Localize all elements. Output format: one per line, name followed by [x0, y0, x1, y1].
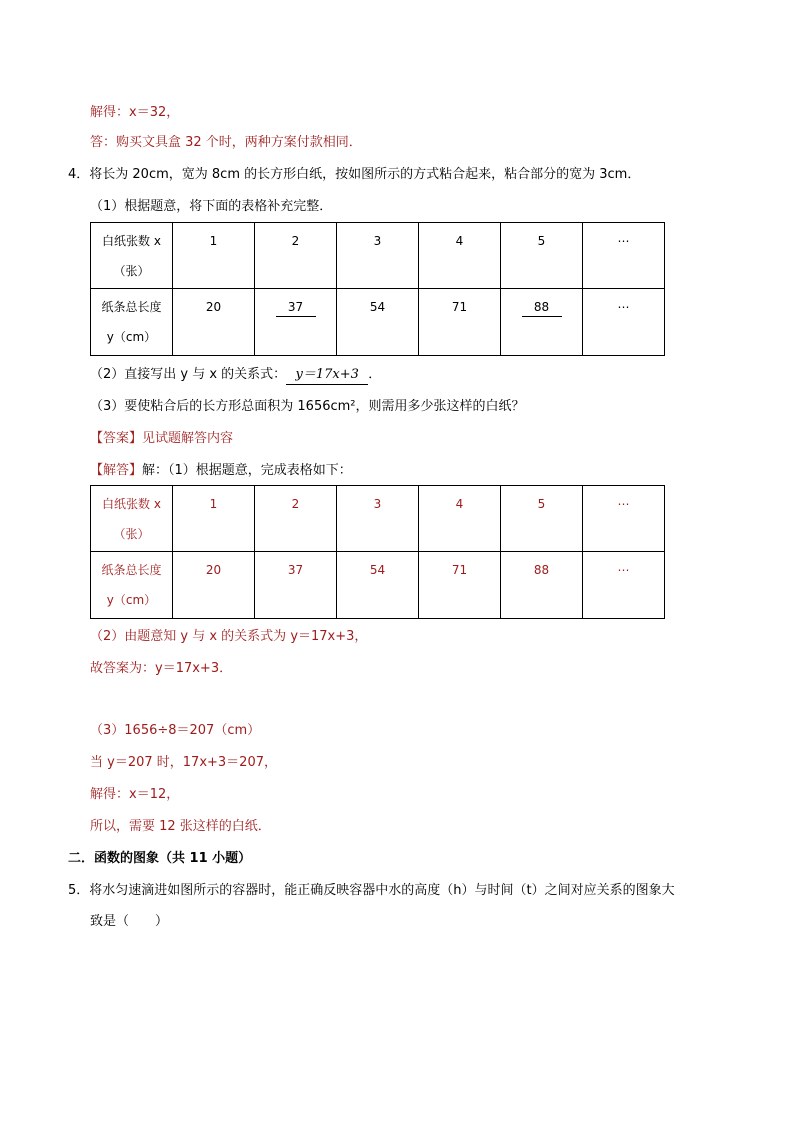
label-part: （张）: [113, 264, 150, 278]
label-part: y（cm）: [106, 593, 157, 607]
table-cell: 54: [337, 289, 419, 356]
table-cell: 88: [501, 552, 583, 619]
label-part: 纸条总长度: [101, 563, 162, 577]
prev-solve-text: 解得：x＝32，: [90, 105, 180, 120]
table-cell: [255, 289, 337, 356]
solution-intro-line: [90, 462, 352, 480]
q5-stem-line2: 致是（ ）: [90, 914, 169, 929]
q4-table-x-label: [91, 223, 173, 289]
solution-table-y-label: [91, 552, 173, 619]
prev-answer-line: [90, 134, 362, 152]
q4-part2-prefix: （2）直接写出 y 与 x 的关系式：: [90, 367, 287, 382]
q4-stem-line: [68, 166, 640, 184]
table-cell: ⋯: [583, 223, 665, 289]
q4-table-y-label: [91, 289, 173, 356]
q4-part2: [90, 366, 381, 385]
q4-table: [90, 222, 665, 356]
answer-line: [90, 430, 233, 448]
label-part: 白纸张数 x: [102, 497, 161, 511]
table-cell: 4: [419, 223, 501, 289]
table-cell: 5: [501, 486, 583, 552]
table-cell: 2: [255, 223, 337, 289]
solution-table: [90, 485, 665, 619]
answer-tag: 【答案】: [90, 431, 143, 446]
table-cell: 20: [173, 289, 255, 356]
table-cell: 3: [337, 486, 419, 552]
solution-3-line3: 解得：x＝12，: [90, 787, 180, 802]
table-cell: 71: [419, 552, 501, 619]
table-cell: 4: [419, 486, 501, 552]
q4-table-row-x: [91, 223, 665, 289]
label-part: 纸条总长度: [101, 300, 162, 314]
solution-3-line1: （3）1656÷8＝207（cm）: [90, 723, 261, 738]
solution-3-line2: 当 y＝207 时，17x+3＝207，: [90, 755, 277, 770]
q4-part2-suffix: ．: [368, 367, 382, 382]
q5-stem-1: 将水匀速滴进如图所示的容器时，能正确反映容器中水的高度（h）与时间（t）之间对应关系的图象大: [89, 883, 675, 898]
label-part: 白纸张数 x: [102, 234, 161, 248]
table-cell: 1: [173, 223, 255, 289]
solution-3-line4: 所以，需要 12 张这样的白纸．: [90, 819, 271, 834]
table-cell: 5: [501, 223, 583, 289]
section-heading: 二．函数的图象（共 11 小题）: [68, 851, 252, 866]
label-part: （张）: [113, 527, 150, 541]
q4-number: 4．: [68, 167, 90, 182]
solution-table-x-label: [91, 486, 173, 552]
table-cell: ⋯: [583, 486, 665, 552]
solution-2-line1: （2）由题意知 y 与 x 的关系式为 y＝17x+3，: [90, 629, 368, 644]
solution-2-line2: 故答案为：y＝17x+3．: [90, 661, 233, 676]
table-cell: ⋯: [583, 289, 665, 356]
prev-solve-line: [90, 104, 179, 122]
q4-part1: （1）根据题意，将下面的表格补充完整．: [90, 199, 333, 214]
answer-blank: 37: [276, 298, 316, 317]
table-cell: 20: [173, 552, 255, 619]
answer-blank: 88: [522, 298, 562, 317]
solution-tag: 【解答】: [90, 463, 143, 478]
q4-table-row-y: [91, 289, 665, 356]
q4-part3: （3）要使粘合后的长方形总面积为 1656cm²，则需用多少张这样的白纸？: [90, 399, 525, 414]
table-cell: ⋯: [583, 552, 665, 619]
table-cell: 71: [419, 289, 501, 356]
solution-intro: 解：（1）根据题意，完成表格如下：: [142, 463, 352, 478]
table-cell: 2: [255, 486, 337, 552]
label-part: y（cm）: [106, 330, 157, 344]
q5-number: 5．: [68, 883, 90, 898]
table-cell: 1: [173, 486, 255, 552]
answer-text: 见试题解答内容: [142, 431, 234, 446]
q4-stem: 将长为 20cm，宽为 8cm 的长方形白纸，按如图所示的方式粘合起来，粘合部分的宽为 3cm．: [89, 167, 641, 182]
q4-part2-blank: y＝17x+3: [286, 366, 368, 385]
solution-table-row-x: [91, 486, 665, 552]
prev-answer-text: 答：购买文具盒 32 个时，两种方案付款相同．: [90, 135, 362, 150]
table-cell: 54: [337, 552, 419, 619]
q5-stem-line1: [68, 882, 675, 900]
solution-table-row-y: [91, 552, 665, 619]
table-cell: [501, 289, 583, 356]
table-cell: 3: [337, 223, 419, 289]
table-cell: 37: [255, 552, 337, 619]
